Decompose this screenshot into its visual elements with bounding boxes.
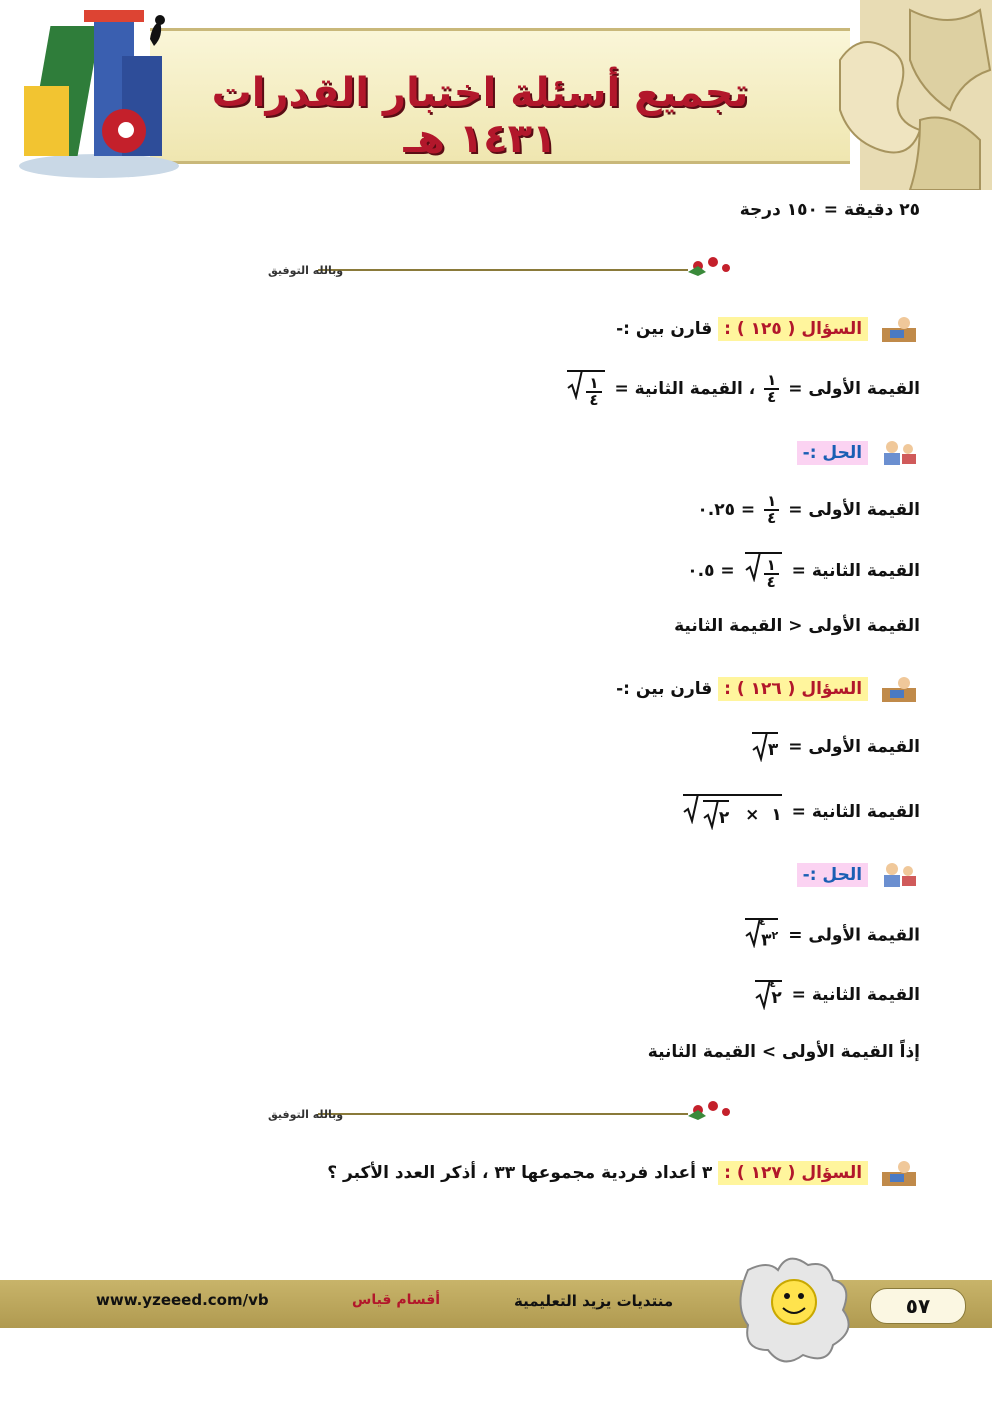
s125-conclusion: القيمة الأولى < القيمة الثانية bbox=[674, 616, 920, 636]
root-index: ٤ bbox=[759, 915, 766, 928]
operator: × bbox=[745, 805, 760, 825]
value-prefix: القيمة الثانية = bbox=[791, 802, 920, 822]
root-sign-icon bbox=[703, 800, 719, 830]
question-text: قارن بين :- bbox=[616, 679, 713, 699]
value-prefix: القيمة الأولى = bbox=[788, 379, 920, 399]
teacher-student-icon bbox=[878, 438, 920, 468]
numerator: ١ bbox=[764, 558, 779, 575]
question-125 bbox=[616, 314, 920, 344]
fraction bbox=[764, 558, 779, 590]
fraction bbox=[586, 376, 601, 408]
radicand: ١ bbox=[771, 805, 782, 825]
radicand: ٣ bbox=[767, 740, 779, 760]
denominator: ٤ bbox=[766, 573, 776, 591]
footer-url[interactable]: www.yzeeed.com/vb bbox=[96, 1291, 269, 1309]
numerator: ١ bbox=[586, 376, 601, 393]
header-banner bbox=[0, 0, 992, 190]
root-sign-icon bbox=[752, 732, 768, 762]
question-127 bbox=[327, 1158, 920, 1188]
denominator: ٤ bbox=[589, 391, 599, 409]
radicand: ٣ bbox=[761, 930, 772, 951]
question-text: قارن بين :- bbox=[616, 319, 713, 339]
root-sign-icon bbox=[745, 552, 761, 582]
page-number: ٥٧ bbox=[870, 1288, 966, 1324]
fraction bbox=[764, 494, 779, 526]
solution-125 bbox=[797, 438, 920, 468]
value-prefix: ، القيمة الثانية = bbox=[614, 379, 756, 399]
numerator: ١ bbox=[764, 494, 779, 511]
question-126 bbox=[616, 674, 920, 704]
fourth-root bbox=[745, 915, 779, 953]
value-prefix: القيمة الأولى = bbox=[788, 737, 920, 757]
numerator: ١ bbox=[764, 373, 779, 390]
footer-forum: منتديات يزيد التعليمية bbox=[514, 1292, 674, 1310]
square-root bbox=[703, 800, 729, 830]
question-label: السؤال ( ١٢٦ ) : bbox=[718, 677, 868, 701]
s125-line-b bbox=[687, 552, 920, 590]
student-reading-icon bbox=[878, 1158, 920, 1188]
q126-value-1 bbox=[748, 732, 920, 762]
fraction bbox=[764, 373, 779, 405]
root-sign-icon bbox=[683, 794, 699, 824]
value-result: = ٠.٢٥ bbox=[697, 500, 756, 520]
denominator: ٤ bbox=[767, 388, 777, 406]
value-prefix: القيمة الثانية = bbox=[791, 985, 920, 1005]
root-sign-icon bbox=[567, 370, 583, 400]
student-reading-icon bbox=[878, 314, 920, 344]
page-title: تجميع أسئلة اختبار القدرات ١٤٣١ هـ bbox=[211, 70, 749, 162]
value-prefix: القيمة الأولى = bbox=[788, 925, 920, 946]
radicand: ٢ bbox=[718, 808, 730, 828]
s126-line-a bbox=[741, 915, 920, 953]
s125-line-a bbox=[697, 494, 920, 526]
student-reading-icon bbox=[878, 674, 920, 704]
radicand: ٢ bbox=[771, 988, 782, 1008]
question-text: ٣ أعداد فردية مجموعها ٣٣ ، أذكر العدد الأكبر ؟ bbox=[327, 1163, 713, 1183]
exponent: ٢ bbox=[771, 929, 779, 942]
value-prefix: القيمة الثانية = bbox=[791, 561, 920, 581]
square-root bbox=[683, 794, 782, 830]
square-root bbox=[752, 732, 778, 762]
divider-text: وبالله التوفيق bbox=[268, 264, 344, 277]
q126-value-2 bbox=[679, 794, 920, 830]
value-prefix: القيمة الأولى = bbox=[788, 500, 920, 520]
question-label: السؤال ( ١٢٧ ) : bbox=[718, 1161, 868, 1185]
solution-126 bbox=[797, 860, 920, 890]
square-root bbox=[567, 370, 604, 408]
root-index: ٤ bbox=[769, 977, 777, 990]
denominator: ٤ bbox=[767, 509, 777, 527]
s126-conclusion: إذاً القيمة الأولى > القيمة الثانية bbox=[647, 1042, 920, 1062]
s126-line-b bbox=[751, 977, 920, 1010]
smiley-puzzle-icon bbox=[728, 1240, 858, 1370]
abc-blocks-logo bbox=[14, 6, 184, 181]
puzzle-pieces-decoration bbox=[800, 0, 992, 190]
footer-section: أقسام قياس bbox=[352, 1292, 441, 1308]
divider-text: وبالله التوفيق bbox=[268, 1108, 344, 1121]
fourth-root bbox=[755, 977, 782, 1010]
text-line: ٢٥ دقيقة = ١٥٠ درجة bbox=[739, 200, 920, 220]
solution-label: الحل :- bbox=[797, 441, 868, 465]
teacher-student-icon bbox=[878, 860, 920, 890]
square-root bbox=[745, 552, 782, 590]
q125-values bbox=[563, 370, 920, 408]
solution-label: الحل :- bbox=[797, 863, 868, 887]
value-result: = ٠.٥ bbox=[687, 561, 735, 581]
question-label: السؤال ( ١٢٥ ) : bbox=[718, 317, 868, 341]
